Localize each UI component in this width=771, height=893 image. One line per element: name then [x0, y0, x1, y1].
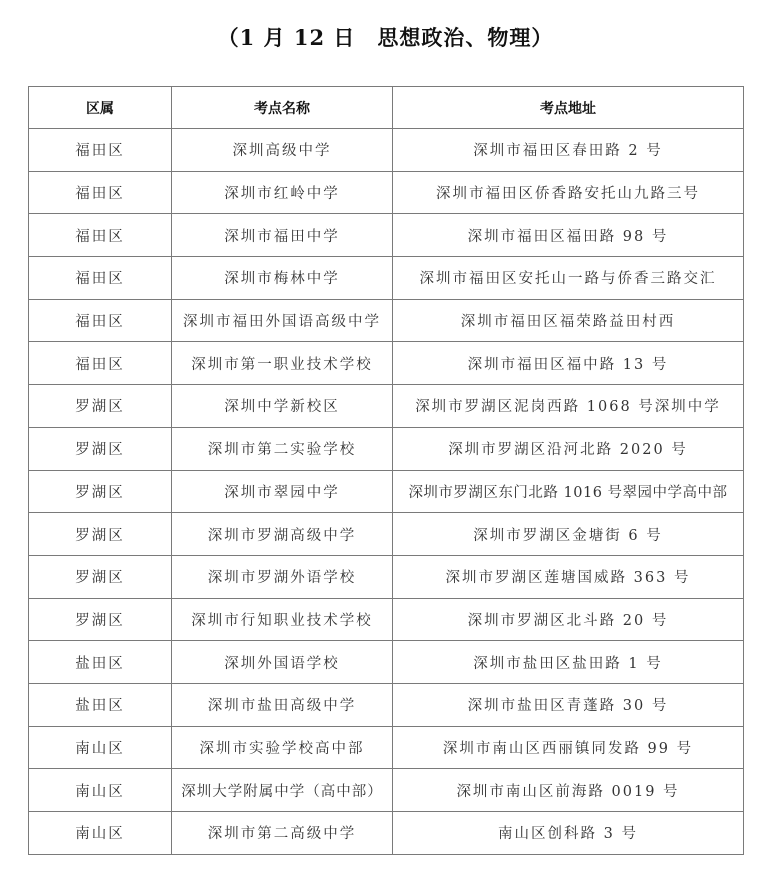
cell-venue-name: 深圳市福田外国语高级中学: [172, 299, 393, 342]
cell-district: 南山区: [29, 812, 172, 855]
table-row: [29, 812, 744, 855]
header-venue-name: 考点名称: [172, 87, 393, 129]
cell-venue-name: 深圳中学新校区: [172, 385, 393, 428]
table-row: [29, 171, 744, 214]
cell-venue-address: 深圳市福田区春田路 2 号: [393, 129, 744, 172]
cell-district: 福田区: [29, 299, 172, 342]
cell-venue-name: 深圳市罗湖高级中学: [172, 513, 393, 556]
header-district: 区属: [29, 87, 172, 129]
cell-district: 罗湖区: [29, 513, 172, 556]
cell-venue-address: 深圳市罗湖区沿河北路 2020 号: [393, 427, 744, 470]
cell-venue-name: 深圳市福田中学: [172, 214, 393, 257]
cell-venue-address: 深圳市盐田区青蓬路 30 号: [393, 683, 744, 726]
cell-venue-name: 深圳市梅林中学: [172, 257, 393, 300]
cell-venue-name: 深圳大学附属中学（高中部）: [172, 769, 393, 812]
table-row: [29, 427, 744, 470]
table-row: [29, 726, 744, 769]
cell-venue-address: 深圳市南山区前海路 0019 号: [393, 769, 744, 812]
table-row: [29, 598, 744, 641]
cell-district: 福田区: [29, 129, 172, 172]
cell-venue-name: 深圳市翠园中学: [172, 470, 393, 513]
cell-venue-address: 南山区创科路 3 号: [393, 812, 744, 855]
cell-venue-name: 深圳市盐田高级中学: [172, 683, 393, 726]
cell-venue-address: 深圳市罗湖区泥岗西路 1068 号深圳中学: [393, 385, 744, 428]
table-row: [29, 385, 744, 428]
cell-venue-name: 深圳市第一职业技术学校: [172, 342, 393, 385]
cell-venue-address: 深圳市罗湖区东门北路 1016 号翠园中学高中部: [393, 470, 744, 513]
cell-venue-address: 深圳市罗湖区金塘街 6 号: [393, 513, 744, 556]
cell-venue-name: 深圳外国语学校: [172, 641, 393, 684]
cell-venue-address: 深圳市福田区侨香路安托山九路三号: [393, 171, 744, 214]
cell-venue-name: 深圳市红岭中学: [172, 171, 393, 214]
table-row: [29, 513, 744, 556]
table-row: [29, 129, 744, 172]
cell-district: 福田区: [29, 171, 172, 214]
cell-venue-address: 深圳市福田区福田路 98 号: [393, 214, 744, 257]
cell-venue-address: 深圳市南山区西丽镇同发路 99 号: [393, 726, 744, 769]
cell-venue-name: 深圳市罗湖外语学校: [172, 555, 393, 598]
cell-district: 罗湖区: [29, 555, 172, 598]
cell-district: 罗湖区: [29, 598, 172, 641]
table-row: [29, 342, 744, 385]
cell-venue-address: 深圳市罗湖区北斗路 20 号: [393, 598, 744, 641]
table-row: [29, 683, 744, 726]
cell-venue-name: 深圳高级中学: [172, 129, 393, 172]
table-row: [29, 769, 744, 812]
table-header-row: [29, 87, 744, 129]
cell-district: 南山区: [29, 726, 172, 769]
cell-district: 福田区: [29, 257, 172, 300]
exam-venue-table: [28, 86, 744, 855]
cell-venue-address: 深圳市福田区福荣路益田村西: [393, 299, 744, 342]
cell-district: 盐田区: [29, 683, 172, 726]
table-row: [29, 641, 744, 684]
cell-venue-address: 深圳市罗湖区莲塘国威路 363 号: [393, 555, 744, 598]
page-title: （1 月 12 日 思想政治、物理）: [217, 25, 554, 50]
cell-venue-address: 深圳市福田区安托山一路与侨香三路交汇: [393, 257, 744, 300]
cell-district: 罗湖区: [29, 427, 172, 470]
table-row: [29, 257, 744, 300]
cell-venue-name: 深圳市第二高级中学: [172, 812, 393, 855]
cell-district: 南山区: [29, 769, 172, 812]
cell-district: 福田区: [29, 342, 172, 385]
table-row: [29, 470, 744, 513]
cell-district: 罗湖区: [29, 385, 172, 428]
cell-venue-name: 深圳市行知职业技术学校: [172, 598, 393, 641]
table-row: [29, 214, 744, 257]
cell-district: 福田区: [29, 214, 172, 257]
cell-venue-name: 深圳市实验学校高中部: [172, 726, 393, 769]
table-row: [29, 299, 744, 342]
table-row: [29, 555, 744, 598]
cell-venue-name: 深圳市第二实验学校: [172, 427, 393, 470]
cell-district: 盐田区: [29, 641, 172, 684]
cell-venue-address: 深圳市福田区福中路 13 号: [393, 342, 744, 385]
cell-venue-address: 深圳市盐田区盐田路 1 号: [393, 641, 744, 684]
header-venue-address: 考点地址: [393, 87, 744, 129]
cell-district: 罗湖区: [29, 470, 172, 513]
